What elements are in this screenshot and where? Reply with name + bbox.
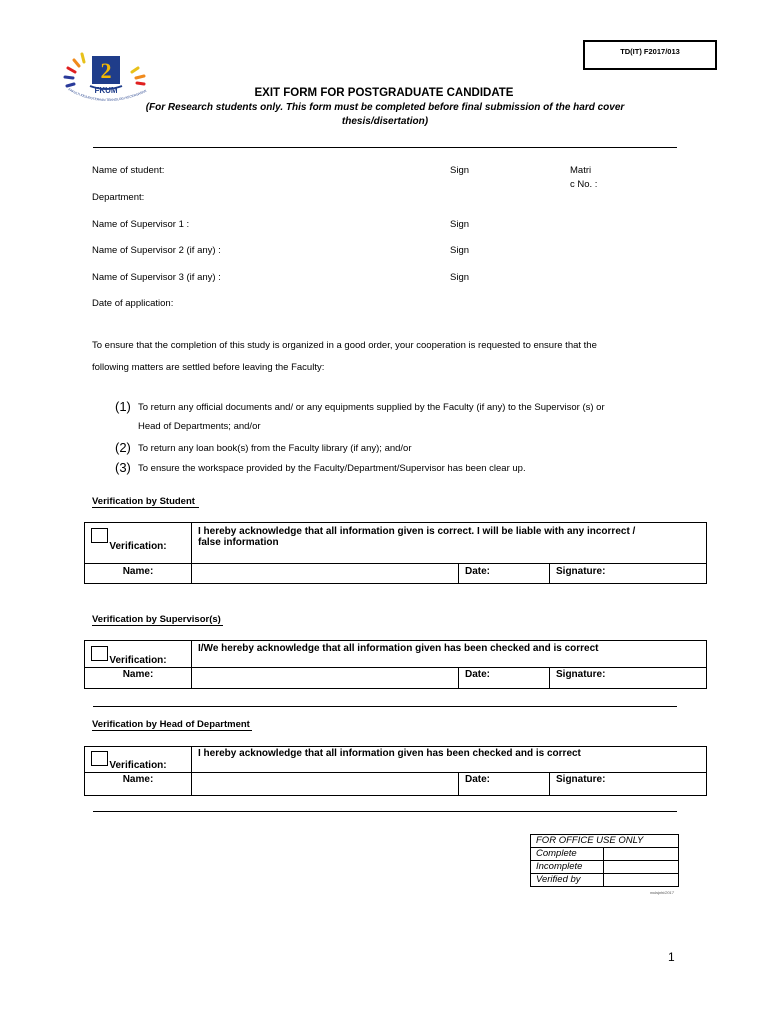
office-footnote: mdaiphi/2017 — [649, 890, 674, 895]
hod-statement: I hereby acknowledge that all information given has been checked and is correct — [192, 747, 707, 773]
supervisor2-sign-label: Sign — [450, 245, 470, 256]
form-code: TD(IT) F2017/013 — [620, 47, 680, 56]
student-statement-line2: false information — [198, 537, 279, 548]
supervisor-verification-table — [84, 640, 707, 689]
office-incomplete-label: Incomplete — [531, 861, 604, 874]
item-1-line1: To return any official documents and/ or any equipments supplied by the Faculty (if any) to the Supervisor (s) or — [138, 402, 605, 413]
supervisor3-sign-label: Sign — [450, 272, 470, 283]
student-name-label-cell: Name: — [85, 564, 192, 584]
divider-bottom — [93, 811, 677, 812]
supervisor-signature-label: Signature: — [550, 668, 707, 689]
office-complete-label: Complete — [531, 848, 604, 861]
item-3-number: (3) — [115, 460, 131, 475]
item-2-number: (2) — [115, 440, 131, 455]
hod-name-label: Name: — [85, 773, 192, 796]
page-title: EXIT FORM FOR POSTGRADUATE CANDIDATE — [254, 87, 514, 99]
office-verified-by-value[interactable] — [604, 874, 679, 887]
student-section-heading: Verification by Student — [92, 496, 199, 508]
supervisor1-label: Name of Supervisor 1 : — [92, 219, 190, 230]
supervisor-verification-checkbox[interactable] — [91, 646, 108, 661]
hod-date-label: Date: — [459, 773, 550, 796]
office-verified-by-label: Verified by — [531, 874, 604, 887]
divider-middle — [93, 706, 677, 707]
intro-line1: To ensure that the completion of this study is organized in a good order, your cooperation is requested to ensure that the — [92, 340, 597, 351]
student-verification-table — [84, 522, 707, 584]
office-complete-value[interactable] — [604, 848, 679, 861]
department-label: Department: — [92, 192, 145, 203]
student-verification-checkbox[interactable] — [91, 528, 108, 543]
supervisor1-sign-label: Sign — [450, 219, 470, 230]
subtitle-line1: (For Research students only. This form must be completed before final submission of the hard cover — [145, 102, 625, 113]
supervisor3-label: Name of Supervisor 3 (if any) : — [92, 272, 221, 283]
fkum-logo-icon — [60, 46, 156, 110]
matric-label-1: Matri — [570, 165, 592, 176]
hod-section-heading: Verification by Head of Department — [92, 719, 250, 730]
hod-signature-label: Signature: — [550, 773, 707, 796]
subtitle-line2: thesis/disertation) — [341, 116, 429, 127]
logo-ring-text: FAKULTI KEJURUTERAAN TEKNOLOGI KECERGASAN — [67, 87, 148, 103]
office-use-header: FOR OFFICE USE ONLY — [531, 835, 679, 848]
supervisor2-label: Name of Supervisor 2 (if any) : — [92, 245, 221, 256]
logo-text: FKUM — [94, 86, 118, 95]
item-3-line1: To ensure the workspace provided by the Faculty/Department/Supervisor has been clear up. — [138, 463, 526, 474]
item-2-line1: To return any loan book(s) from the Faculty library (if any); and/or — [138, 443, 412, 454]
supervisor-statement: I/We hereby acknowledge that all information given has been checked and is correct — [192, 641, 707, 668]
student-name-label: Name of student: — [92, 165, 165, 176]
hod-verification-checkbox[interactable] — [91, 751, 108, 766]
supervisor-date-label: Date: — [459, 668, 550, 689]
supervisor-section-heading: Verification by Supervisor(s) — [92, 614, 221, 625]
student-statement-line1: I hereby acknowledge that all information given is correct. I will be liable with any incorrect / — [198, 526, 636, 537]
supervisor-name-label: Name: — [85, 668, 192, 689]
hod-name-input[interactable] — [192, 773, 459, 796]
student-sign-label: Sign — [450, 165, 470, 176]
office-use-table — [530, 834, 679, 887]
item-1-line2: Head of Departments; and/or — [138, 421, 261, 432]
page-number: 1 — [668, 950, 675, 964]
office-incomplete-value[interactable] — [604, 861, 679, 874]
divider-top — [93, 147, 677, 148]
student-signature-label: Signature: — [550, 564, 707, 584]
student-date-label: Date: — [459, 564, 550, 584]
supervisor-name-input[interactable] — [192, 668, 459, 689]
hod-verification-label: Verification: — [109, 760, 167, 771]
date-application-label: Date of application: — [92, 298, 174, 309]
student-verification-label: Verification: — [109, 541, 167, 552]
matric-label-2: c No. : — [570, 179, 598, 190]
intro-line2: following matters are settled before leaving the Faculty: — [92, 362, 325, 373]
hod-verification-table — [84, 746, 707, 796]
student-name-input[interactable] — [192, 564, 459, 584]
svg-text:2: 2 — [100, 58, 112, 83]
item-1-number: (1) — [115, 399, 131, 414]
supervisor-verification-label: Verification: — [109, 655, 167, 666]
